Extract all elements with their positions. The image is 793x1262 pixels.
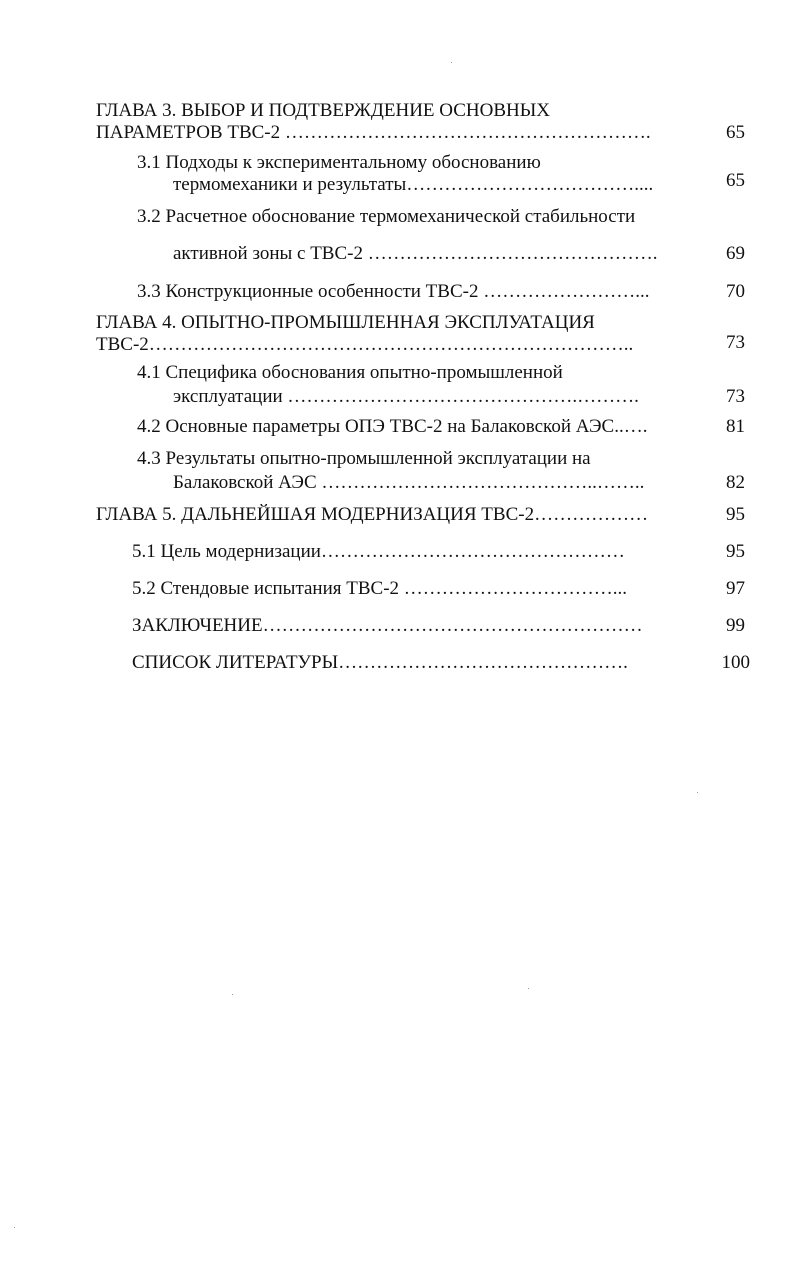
scan-speck bbox=[451, 62, 452, 63]
toc-section-4-1-page: 73 bbox=[726, 386, 745, 407]
scan-speck bbox=[232, 994, 233, 995]
toc-section-4-2-title: 4.2 Основные параметры ОПЭ ТВС-2 на Балаковской АЭС..…. bbox=[137, 416, 648, 437]
scan-speck bbox=[14, 1227, 15, 1228]
toc-section-3-2-title: 3.2 Расчетное обоснование термомеханической стабильности bbox=[137, 206, 636, 227]
toc-conclusion-page: 99 bbox=[726, 615, 745, 636]
toc-section-3-3-title: 3.3 Конструкционные особенности ТВС-2 ……………………... bbox=[137, 281, 650, 302]
toc-section-3-1-title-cont: термомеханики и результаты……………………………….... bbox=[173, 174, 654, 195]
toc-chapter-5-title: ГЛАВА 5. ДАЛЬНЕЙШАЯ МОДЕРНИЗАЦИЯ ТВС-2……………… bbox=[96, 504, 649, 525]
toc-chapter-4-page: 73 bbox=[726, 332, 745, 353]
toc-chapter-3-title-cont: ПАРАМЕТРОВ ТВС-2 …………………………………………………. bbox=[96, 122, 651, 143]
toc-chapter-3-page: 65 bbox=[726, 122, 745, 143]
toc-section-5-2-page: 97 bbox=[726, 578, 745, 599]
toc-chapter-3-title: ГЛАВА 3. ВЫБОР И ПОДТВЕРЖДЕНИЕ ОСНОВНЫХ bbox=[96, 100, 551, 121]
toc-section-3-2-title-cont: активной зоны с ТВС-2 ………………………………………. bbox=[173, 243, 658, 264]
toc-section-4-3-page: 82 bbox=[726, 472, 745, 493]
toc-section-4-1-title-cont: эксплуатации ……………………………………….………. bbox=[173, 386, 639, 407]
toc-section-4-3-title-cont: Балаковской АЭС ……………………………………..…….. bbox=[173, 472, 645, 493]
toc-section-5-2-title: 5.2 Стендовые испытания ТВС-2 ……………………………... bbox=[132, 578, 628, 599]
toc-section-4-3-title: 4.3 Результаты опытно-промышленной эксплуатации на bbox=[137, 448, 591, 469]
toc-section-3-1-page: 65 bbox=[726, 170, 745, 191]
toc-section-4-1-title: 4.1 Специфика обоснования опытно-промышленной bbox=[137, 362, 563, 383]
toc-section-3-1-title: 3.1 Подходы к экспериментальному обоснованию bbox=[137, 152, 541, 173]
toc-chapter-4-title: ГЛАВА 4. ОПЫТНО-ПРОМЫШЛЕННАЯ ЭКСПЛУАТАЦИЯ bbox=[96, 312, 595, 333]
scan-speck bbox=[528, 988, 529, 989]
toc-chapter-5-page: 95 bbox=[726, 504, 745, 525]
toc-conclusion-title: ЗАКЛЮЧЕНИЕ…………………………………………………… bbox=[132, 615, 643, 636]
toc-section-4-2-page: 81 bbox=[726, 416, 745, 437]
toc-chapter-4-title-cont: ТВС-2………………………………………………………………….. bbox=[96, 334, 634, 355]
toc-references-page: 100 bbox=[721, 652, 750, 673]
toc-references-title: СПИСОК ЛИТЕРАТУРЫ………………………………………. bbox=[132, 652, 628, 673]
toc-section-5-1-title: 5.1 Цель модернизации………………………………………… bbox=[132, 541, 625, 562]
scan-speck bbox=[697, 792, 698, 793]
toc-section-3-2-page: 69 bbox=[726, 243, 745, 264]
toc-section-5-1-page: 95 bbox=[726, 541, 745, 562]
toc-section-3-3-page: 70 bbox=[726, 281, 745, 302]
